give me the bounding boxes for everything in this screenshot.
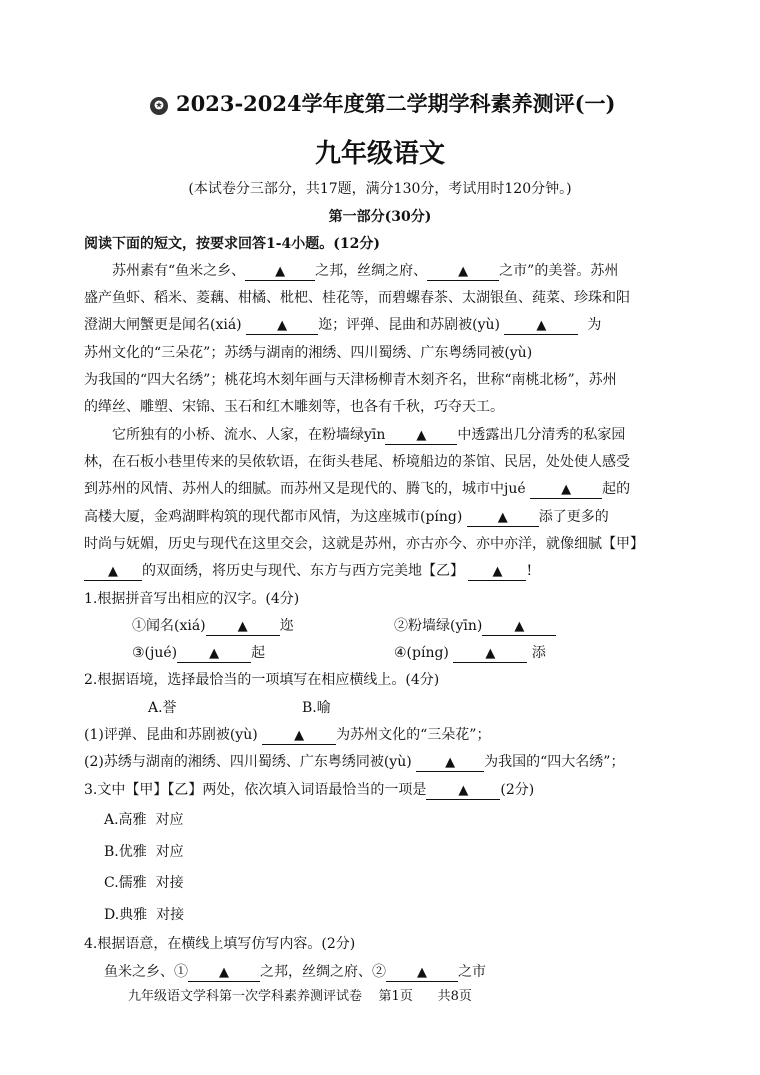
answer-blank[interactable] [262, 727, 336, 745]
q1-item-b [394, 617, 556, 636]
q1-item-a [132, 617, 294, 636]
text-span: 苏州素有“鱼米之乡、 [112, 263, 246, 279]
text-span: 3.文中【甲】【乙】两处，依次填入词语最恰当的一项是 [84, 782, 427, 798]
passage-line [84, 562, 532, 581]
text-span: 高楼大厦，金鸡湖畔构筑的现代都市风情，为这座城市(píng) [84, 509, 463, 525]
page-number: 第1页 [378, 989, 413, 1004]
answer-blank[interactable] [416, 754, 484, 772]
text-span: 迩；评弹、昆曲和苏剧被(yù) [318, 317, 500, 333]
blank-marker-icon: ▲ [458, 783, 469, 798]
passage-line: 盛产鱼虾、稻米、菱藕、柑橘、枇杷、桂花等，而碧螺春茶、太湖银鱼、莼菜、珍珠和阳 [84, 290, 630, 306]
text-span: ! [526, 563, 533, 579]
answer-blank[interactable] [467, 509, 539, 527]
passage-line: 苏州文化的“三朵花”；苏绣与湖南的湘绣、四川蜀绣、广东粤绣同被(yù) [84, 345, 533, 361]
text-span: 添 [531, 645, 546, 661]
q3-option: D.典雅 对接 [104, 907, 185, 923]
text-span: 为苏州文化的“三朵花”； [336, 727, 491, 743]
question-1-stem: 1.根据拼音写出相应的汉字。(4分) [84, 591, 300, 607]
passage-line [112, 426, 625, 445]
q1-item-c [132, 644, 265, 663]
q2-option-a: A.誉 [148, 700, 177, 716]
q2-sentence-2 [84, 753, 624, 772]
blank-marker-icon: ▲ [497, 510, 508, 525]
q2-option-b: B.喻 [302, 700, 331, 716]
answer-blank[interactable] [246, 317, 318, 335]
q3-option: C.儒雅 对接 [104, 875, 184, 891]
blank-marker-icon: ▲ [445, 755, 456, 770]
text-span: 迩 [279, 618, 294, 634]
blank-marker-icon: ▲ [294, 728, 305, 743]
blank-marker-icon: ▲ [275, 264, 286, 279]
blank-marker-icon: ▲ [514, 619, 525, 634]
text-span: 起 [251, 645, 266, 661]
page-footer [128, 988, 472, 1006]
answer-blank[interactable] [84, 563, 142, 581]
passage-line: 为我国的“四大名绣”；桃花坞木刻年画与天津杨柳青木刻齐名，世称“南桃北杨”，苏州 [84, 372, 617, 388]
text-span: (2)苏绣与湖南的湘绣、四川蜀绣、广东粤绣同被(yù) [84, 754, 412, 770]
answer-blank[interactable] [426, 782, 500, 800]
answer-blank[interactable] [453, 645, 527, 663]
question-4-stem: 4.根据语意，在横线上填写仿写内容。(2分) [84, 936, 356, 952]
part-heading: 第一部分(30分) [328, 209, 432, 225]
blank-marker-icon: ▲ [536, 318, 547, 333]
answer-blank[interactable] [385, 427, 457, 445]
answer-blank[interactable] [177, 645, 251, 663]
text-span: 之市 [458, 964, 486, 980]
answer-blank[interactable] [468, 563, 526, 581]
answer-blank[interactable] [427, 263, 499, 281]
q4-item [104, 963, 486, 982]
answer-blank[interactable] [188, 964, 260, 982]
blank-marker-icon: ▲ [485, 646, 496, 661]
text-span: (2分) [500, 782, 535, 798]
passage-line [84, 316, 601, 335]
blank-marker-icon: ▲ [458, 264, 469, 279]
text-span: 为我国的“四大名绣”； [484, 754, 625, 770]
footer-title: 九年级语文学科第一次学科素养测评试卷 [128, 989, 363, 1004]
blank-marker-icon: ▲ [237, 619, 248, 634]
q2-sentence-1 [84, 726, 490, 745]
text-span: 之邦，丝绸之府、② [260, 964, 386, 980]
exam-title-text: 2023-2024学年度第二学期学科素养测评(一) [176, 91, 616, 116]
text-span: 之邦，丝绸之府、 [315, 263, 428, 279]
text-span: 为 [587, 317, 602, 333]
answer-blank[interactable] [206, 618, 280, 636]
passage-line: 的缂丝、雕塑、宋锦、玉石和红木雕刻等，也各有千秋，巧夺天工。 [84, 399, 504, 415]
school-logo-icon: ✪ [150, 97, 168, 115]
passage-line [84, 508, 609, 527]
text-span: ④(píng) [394, 645, 449, 661]
q3-option: A.高雅 对应 [104, 812, 184, 828]
answer-blank[interactable] [482, 618, 556, 636]
text-span: 中透露出几分清秀的私家园 [457, 427, 626, 443]
blank-marker-icon: ▲ [417, 965, 427, 980]
question-3-stem [84, 781, 534, 800]
answer-blank[interactable] [386, 964, 458, 982]
text-span: (1)评弹、昆曲和苏剧被(yù) [84, 727, 258, 743]
blank-marker-icon: ▲ [209, 646, 220, 661]
text-span: 澄湖大闸蟹更是闻名(xiá) [84, 317, 242, 333]
exam-title [150, 90, 615, 118]
reading-instruction: 阅读下面的短文，按要求回答1-4小题。(12分) [84, 236, 381, 252]
exam-note: (本试卷分三部分，共17题，满分130分，考试用时120分钟。) [188, 181, 572, 197]
answer-blank[interactable] [530, 481, 602, 499]
text-span: 的双面绣，将历史与现代、东方与西方完美地【乙】 [142, 563, 464, 579]
q3-option: B.优雅 对应 [104, 844, 184, 860]
blank-marker-icon: ▲ [108, 564, 118, 579]
text-span: 它所独有的小桥、流水、人家，在粉墙绿yīn [112, 427, 386, 443]
blank-marker-icon: ▲ [277, 318, 288, 333]
passage-line: 时尚与妩媚，历史与现代在这里交会，这就是苏州，亦古亦今、亦中亦洋，就像细腻【甲】 [84, 536, 644, 552]
blank-marker-icon: ▲ [492, 564, 503, 579]
blank-marker-icon: ▲ [561, 482, 572, 497]
text-span: 起的 [602, 481, 631, 497]
answer-blank[interactable] [504, 317, 578, 335]
passage-line [84, 480, 630, 499]
blank-marker-icon: ▲ [219, 965, 229, 980]
text-span: ①闻名(xiá) [132, 618, 206, 634]
page-total: 共8页 [437, 989, 472, 1004]
text-span: 鱼米之乡、① [104, 964, 188, 980]
text-span: ③(jué) [132, 645, 178, 661]
subject-title: 九年级语文 [314, 139, 445, 169]
blank-marker-icon: ▲ [416, 428, 427, 443]
text-span: 之市”的美誉。苏州 [499, 263, 619, 279]
passage-line [112, 262, 618, 281]
question-2-stem: 2.根据语境，选择最恰当的一项填写在相应横线上。(4分) [84, 672, 440, 688]
passage-line: 林，在石板小巷里传来的吴侬软语，在街头巷尾、桥境船边的茶馆、民居，处处使人感受 [84, 454, 630, 470]
q1-item-d [394, 644, 546, 663]
text-span: ②粉墙绿(yīn) [394, 618, 483, 634]
text-span: 添了更多的 [538, 509, 609, 525]
text-span: 到苏州的风情、苏州人的细腻。而苏州又是现代的、腾飞的，城市中jué [84, 481, 526, 497]
answer-blank[interactable] [245, 263, 315, 281]
